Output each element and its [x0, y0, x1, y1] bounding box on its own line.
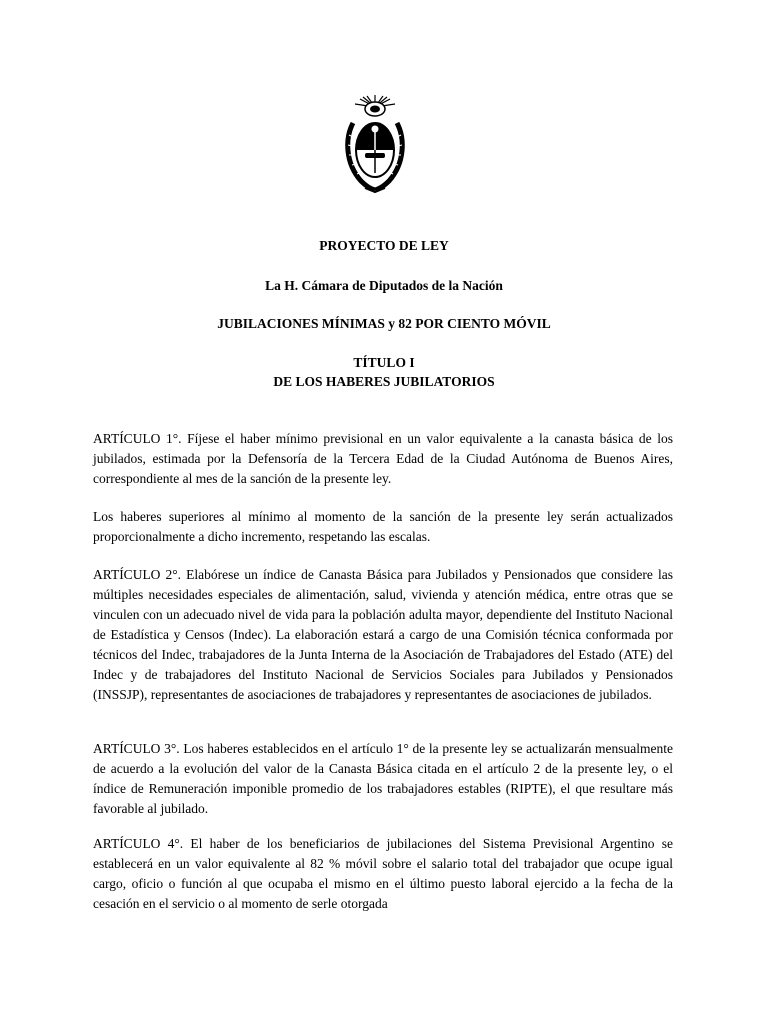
article-3-paragraph: ARTÍCULO 3°. Los haberes establecidos en el artículo 1° de la presente ley se actualizarán mensualmente de acuerdo a la evolución del valor de la Canasta Básica citada en el artículo 2 de la presente ley, o el índice de Remuneración imponible promedio de los trabajadores estables (RIPTE), el que resultare más favorable al jubilado. [93, 741, 673, 816]
argentine-coat-of-arms-icon [343, 93, 407, 194]
bill-subject: JUBILACIONES MÍNIMAS y 82 POR CIENTO MÓVIL [217, 316, 551, 331]
article-2-paragraph: ARTÍCULO 2°. Elabórese un índice de Canasta Básica para Jubilados y Pensionados que considere las múltiples necesidades especiales de alimentación, salud, vivienda y atención médica, entre otras que se vinculen con un adecuado nivel de vida para la población adulta mayor, dependiente del Instituto Nacional de Estadística y Censos (Indec). La elaboración estará a cargo de una Comisión técnica conformada por técnicos del Indec, trabajadores de la Junta Interna de la Asociación de Trabajadores del Estado (ATE) del Indec y de trabajadores del Instituto Nacional de Servicios Sociales para Jubilados y Pensionados (INSSJP), representantes de asociaciones de trabajadores y representantes de asociaciones de jubilados. [93, 567, 673, 702]
title-heading: DE LOS HABERES JUBILATORIOS [273, 374, 495, 389]
article-1-second-paragraph: Los haberes superiores al mínimo al momento de la sanción de la presente ley serán actualizados proporcionalmente a dicho incremento, respetando las escalas. [93, 509, 673, 544]
article-1-paragraph: ARTÍCULO 1°. Fíjese el haber mínimo previsional en un valor equivalente a la canasta básica de los jubilados, estimada por la Defensoría de la Tercera Edad de la Ciudad Autónoma de Buenos Aires, correspondiente al mes de la sanción de la presente ley. [93, 431, 673, 486]
title-number: TÍTULO I [353, 355, 415, 370]
article-4-paragraph: ARTÍCULO 4°. El haber de los beneficiarios de jubilaciones del Sistema Previsional Argentino se establecerá en un valor equivalente al 82 % móvil sobre el salario total del trabajador que ocupe igual cargo, oficio o función al que ocupaba el mismo en el último puesto laboral ejercido a la fecha de la cesación en el servicio o al momento de serle otorgada [93, 836, 673, 911]
chamber-name: La H. Cámara de Diputados de la Nación [265, 278, 503, 293]
document-title: PROYECTO DE LEY [319, 238, 449, 253]
